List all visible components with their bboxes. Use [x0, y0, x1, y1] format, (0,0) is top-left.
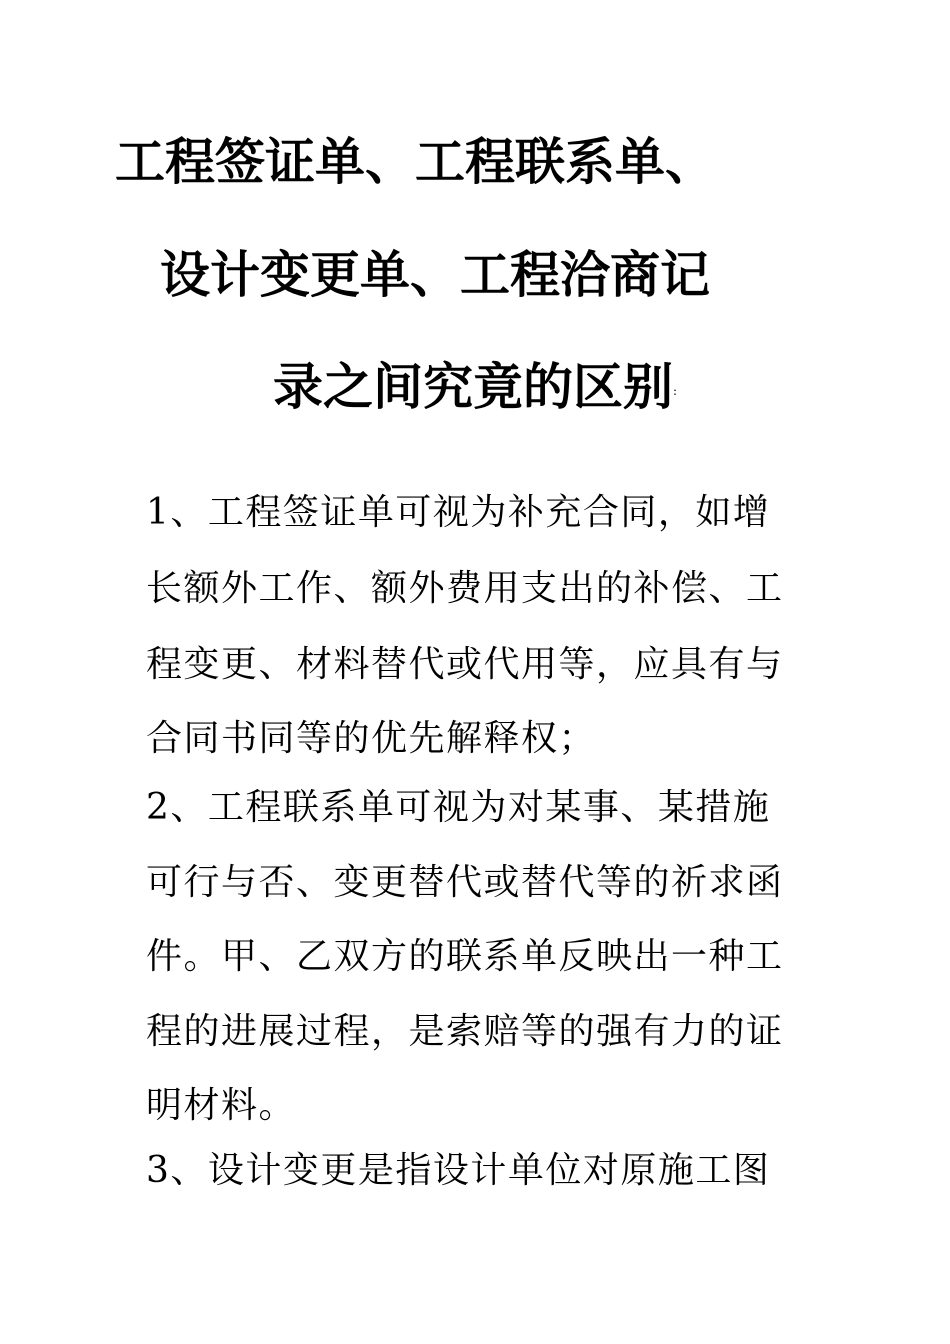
paragraph-line: 程的进展过程，是索赔等的强有力的证 — [146, 1011, 784, 1052]
document-title-line-3 — [100, 355, 850, 423]
paragraph-line: 合同书同等的优先解释权； — [146, 718, 597, 759]
title-colon-mark: : — [672, 384, 678, 398]
paragraph-line: 3、设计变更是指设计单位对原施工图 — [146, 1150, 771, 1191]
document-title-line-1: 工程签证单、工程联系单、 — [115, 132, 715, 191]
paragraph-line: 件。甲、乙双方的联系单反映出一种工 — [146, 936, 784, 977]
paragraph-line: 明材料。 — [146, 1085, 297, 1126]
paragraph-line: 程变更、材料替代或代用等，应具有与 — [146, 644, 784, 685]
paragraph-line: 长额外工作、额外费用支出的补偿、工 — [146, 568, 784, 609]
document-title-line-2: 设计变更单、工程洽商记 — [160, 245, 710, 304]
paragraph-line: 2、工程联系单可视为对某事、某措施 — [146, 787, 771, 828]
document-title-line-3-text: 录之间究竟的区别 — [272, 357, 673, 416]
paragraph-line: 可行与否、变更替代或替代等的祈求函 — [146, 862, 784, 903]
paragraph-line: 1、工程签证单可视为补充合同，如增 — [146, 492, 771, 533]
